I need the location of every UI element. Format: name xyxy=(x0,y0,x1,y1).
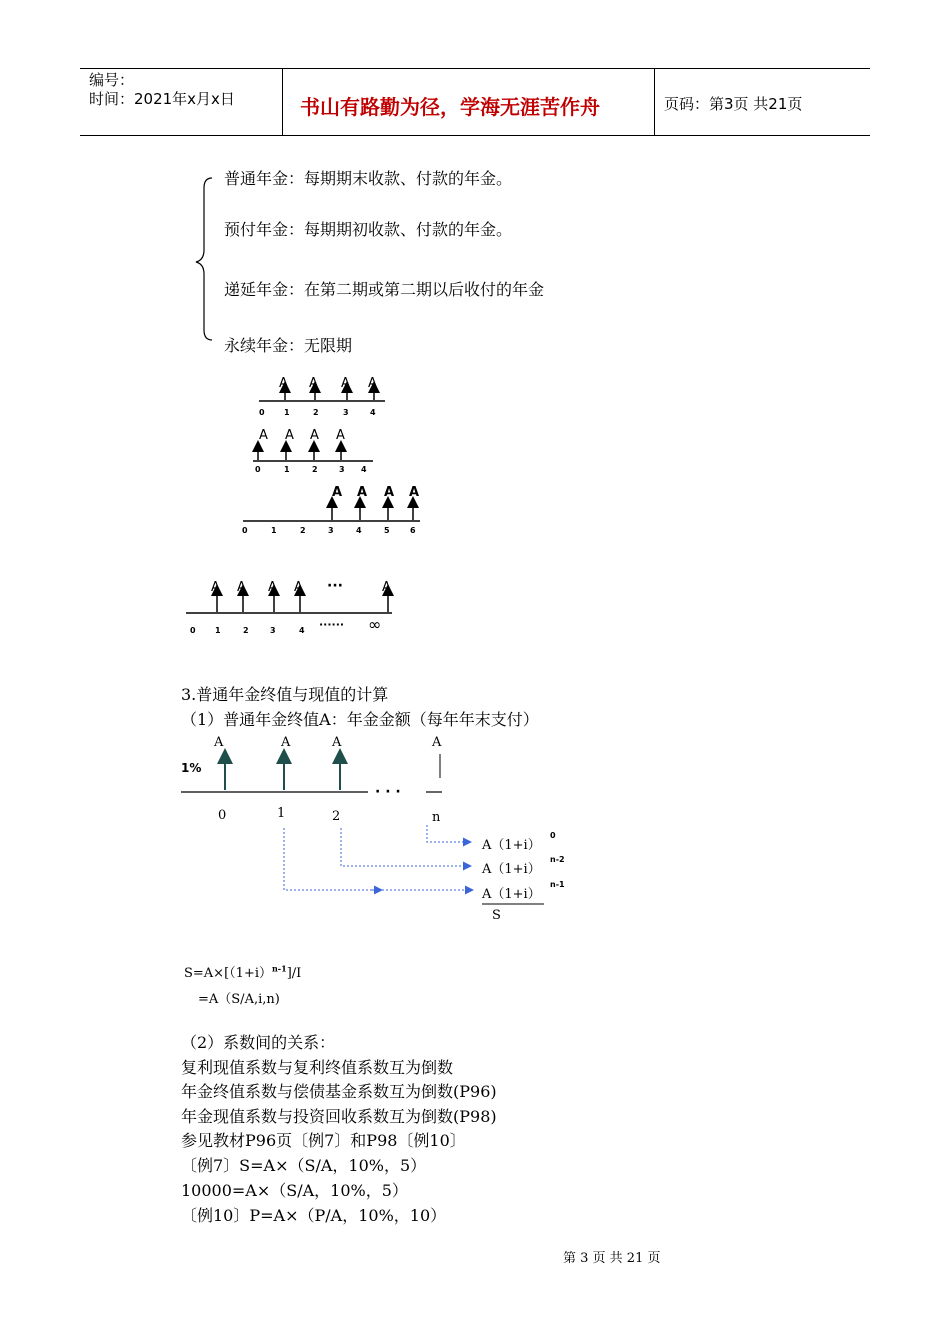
annuity-symbol: A xyxy=(368,376,377,391)
annuity-symbol: A xyxy=(336,428,345,443)
fv-term: A（1+i） xyxy=(482,887,541,902)
annuity-symbol: A xyxy=(332,485,343,500)
annuity-symbol: A xyxy=(268,580,277,595)
annuity-symbol: A xyxy=(259,428,268,443)
dots: ······ xyxy=(319,618,345,631)
relation-line: 年金现值系数与投资回收系数互为倒数(P98) xyxy=(181,1107,497,1126)
fv-term-exponent: n-1 xyxy=(550,880,565,889)
tick-label: 1 xyxy=(277,806,286,821)
annuity-symbol: A xyxy=(279,376,288,391)
relation-line: 年金终值系数与偿债基金系数互为倒数(P96) xyxy=(181,1082,497,1101)
annuity-symbol: A xyxy=(211,580,220,595)
tick-label: 0 xyxy=(242,526,248,535)
tick-label: 3 xyxy=(328,526,334,535)
page-footer: 第 3 页 共 21 页 xyxy=(563,1251,661,1266)
annuity-symbol: A xyxy=(214,735,224,750)
annuity-symbol: A xyxy=(341,376,350,391)
fv-term: A（1+i） xyxy=(482,838,541,853)
tick-label: 3 xyxy=(270,626,276,635)
ellipsis: ··· xyxy=(327,578,343,594)
tick-label: 4 xyxy=(370,408,376,417)
formula-main: S=A×[（1+i） xyxy=(184,966,272,981)
annuity-type-perpetual: 永续年金：无限期 xyxy=(224,336,353,355)
relations-heading: （2）系数间的关系： xyxy=(181,1033,336,1052)
header-motto: 书山有路勤为径，学海无涯苦作舟 xyxy=(300,95,600,119)
fv-term: A（1+i） xyxy=(482,862,541,877)
doc-number-label: 编号： xyxy=(89,71,135,89)
relation-line: 〔例10〕P=A×（P/A，10%，10） xyxy=(181,1206,447,1225)
annuity-symbol: A xyxy=(310,428,319,443)
annuity-symbol: A xyxy=(332,735,342,750)
annuity-symbol: A xyxy=(384,485,395,500)
section-title: 3.普通年金终值与现值的计算 xyxy=(181,685,389,704)
tick-label: 4 xyxy=(356,526,362,535)
tick-label: 3 xyxy=(343,408,349,417)
relation-line: 10000=A×（S/A，10%，5） xyxy=(181,1181,408,1200)
tick-label: 0 xyxy=(259,408,265,417)
tick-label: 5 xyxy=(384,526,390,535)
tick-label: 4 xyxy=(361,465,367,474)
tick-label: 1 xyxy=(284,465,290,474)
tick-label: 2 xyxy=(313,408,319,417)
annuity-symbol: A xyxy=(309,376,318,391)
relation-line: 〔例7〕S=A×（S/A，10%，5） xyxy=(181,1156,427,1175)
tick-label: 2 xyxy=(312,465,318,474)
tick-label: 0 xyxy=(190,626,196,635)
section-subtitle: （1）普通年金终值A：年金金额（每年年末支付） xyxy=(181,710,539,729)
formula-line-1 xyxy=(184,962,301,981)
page-info: 页码：第3页 共21页 xyxy=(664,95,803,113)
tick-label: n xyxy=(432,810,441,825)
infinity-symbol: ∞ xyxy=(368,615,382,634)
annuity-symbol: A xyxy=(357,485,368,500)
tick-label: 1 xyxy=(271,526,277,535)
formula-tail: ]/I xyxy=(286,966,302,981)
tick-label: 4 xyxy=(299,626,305,635)
tick-label: 0 xyxy=(218,808,227,823)
annuity-symbol: A xyxy=(294,580,303,595)
rate-label: 1% xyxy=(181,761,202,775)
annuity-symbol: A xyxy=(237,580,246,595)
annuity-type-deferred: 递延年金：在第二期或第二期以后收付的年金 xyxy=(224,280,545,299)
relation-line: 参见教材P96页〔例7〕和P98〔例10〕 xyxy=(181,1131,466,1150)
annuity-symbol: A xyxy=(285,428,294,443)
tick-label: 6 xyxy=(410,526,416,535)
tick-label: 3 xyxy=(339,465,345,474)
annuity-symbol: A xyxy=(409,485,420,500)
annuity-type-ordinary: 普通年金：每期期末收款、付款的年金。 xyxy=(224,169,513,188)
sum-label: S xyxy=(492,908,501,923)
annuity-type-due: 预付年金：每期期初收款、付款的年金。 xyxy=(224,220,513,239)
dots: · · · xyxy=(375,784,401,800)
doc-time-label: 时间：2021年x月x日 xyxy=(89,90,235,108)
tick-label: 1 xyxy=(215,626,221,635)
tick-label: 2 xyxy=(243,626,249,635)
annuity-symbol: A xyxy=(432,735,442,750)
formula-line-2: =A（S/A,i,n) xyxy=(198,992,280,1007)
tick-label: 1 xyxy=(284,408,290,417)
tick-label: 0 xyxy=(255,465,261,474)
fv-term-exponent: 0 xyxy=(550,831,556,840)
annuity-symbol: A xyxy=(382,580,391,595)
formula-exponent: n-1 xyxy=(271,963,287,974)
fv-term-exponent: n-2 xyxy=(550,855,565,864)
annuity-symbol: A xyxy=(281,735,291,750)
tick-label: 2 xyxy=(332,809,341,824)
tick-label: 2 xyxy=(300,526,306,535)
relation-line: 复利现值系数与复利终值系数互为倒数 xyxy=(181,1058,454,1077)
